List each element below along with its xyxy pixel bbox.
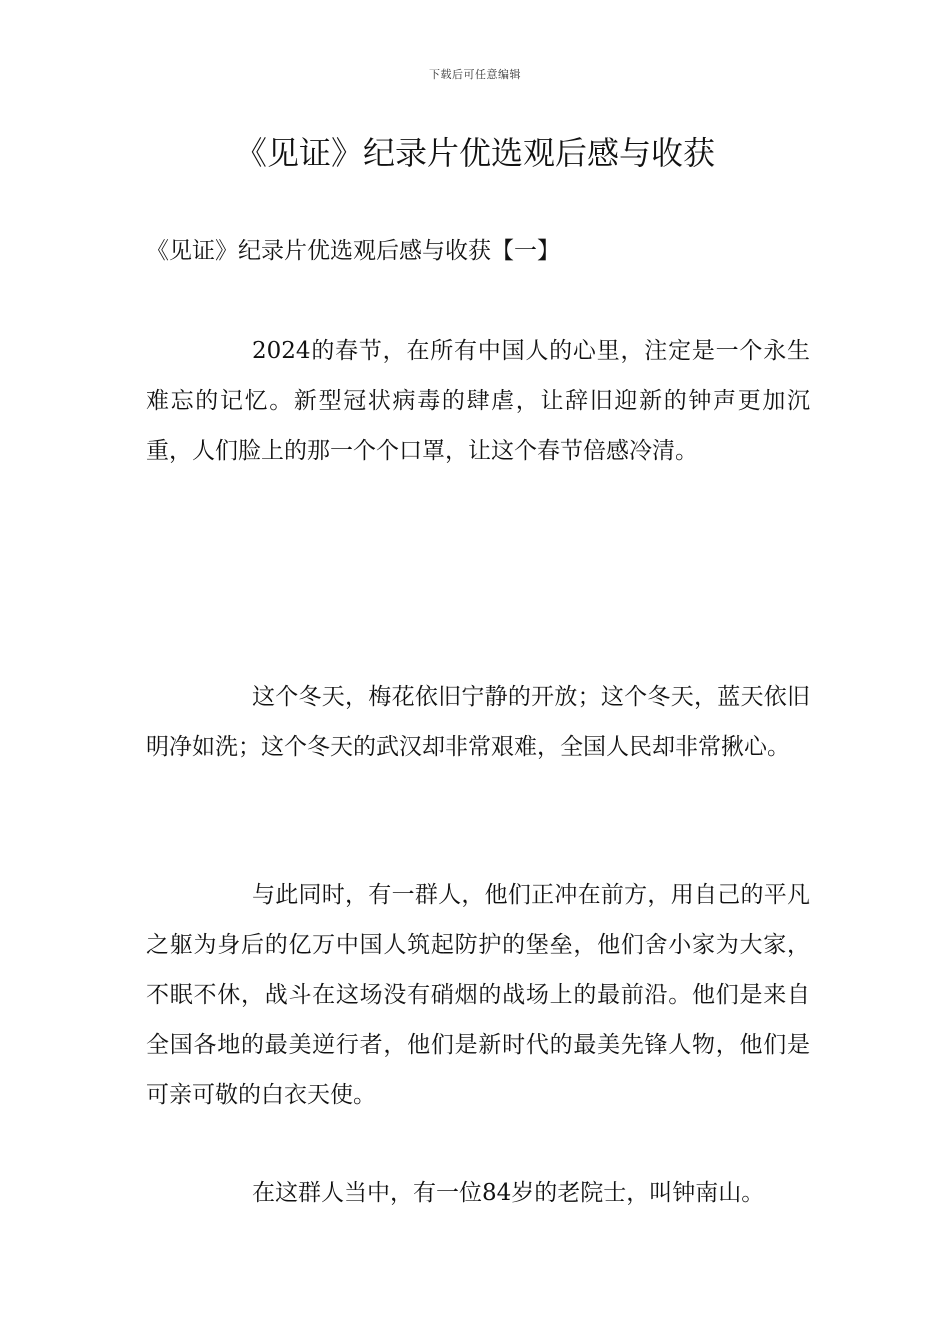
header-note: 下载后可任意编辑 — [429, 68, 521, 81]
document-title: 《见证》纪录片优选观后感与收获 — [234, 134, 715, 172]
paragraph-4: 在这群人当中，有一位84岁的老院士，叫钟南山。 — [252, 1180, 765, 1206]
paragraph-3: 与此同时，有一群人，他们正冲在前方，用自己的平凡之躯为身后的亿万中国人筑起防护的堡垒，他们舍小家为大家，不眠不休，战斗在这场没有硝烟的战场上的最前沿。他们是来自全国各地的最美逆行者，他们是新时代的最美先锋人物，他们是可亲可敬的白衣天使。 — [146, 882, 810, 1108]
paragraph-1: 2024的春节，在所有中国人的心里，注定是一个永生难忘的记忆。新型冠状病毒的肆虐，让辞旧迎新的钟声更加沉重，人们脸上的那一个个口罩，让这个春节倍感冷清。 — [146, 338, 810, 464]
paragraph-2: 这个冬天，梅花依旧宁静的开放；这个冬天，蓝天依旧明净如洗；这个冬天的武汉却非常艰难，全国人民却非常揪心。 — [146, 684, 810, 760]
section-heading: 《见证》纪录片优选观后感与收获【一】 — [146, 238, 560, 264]
